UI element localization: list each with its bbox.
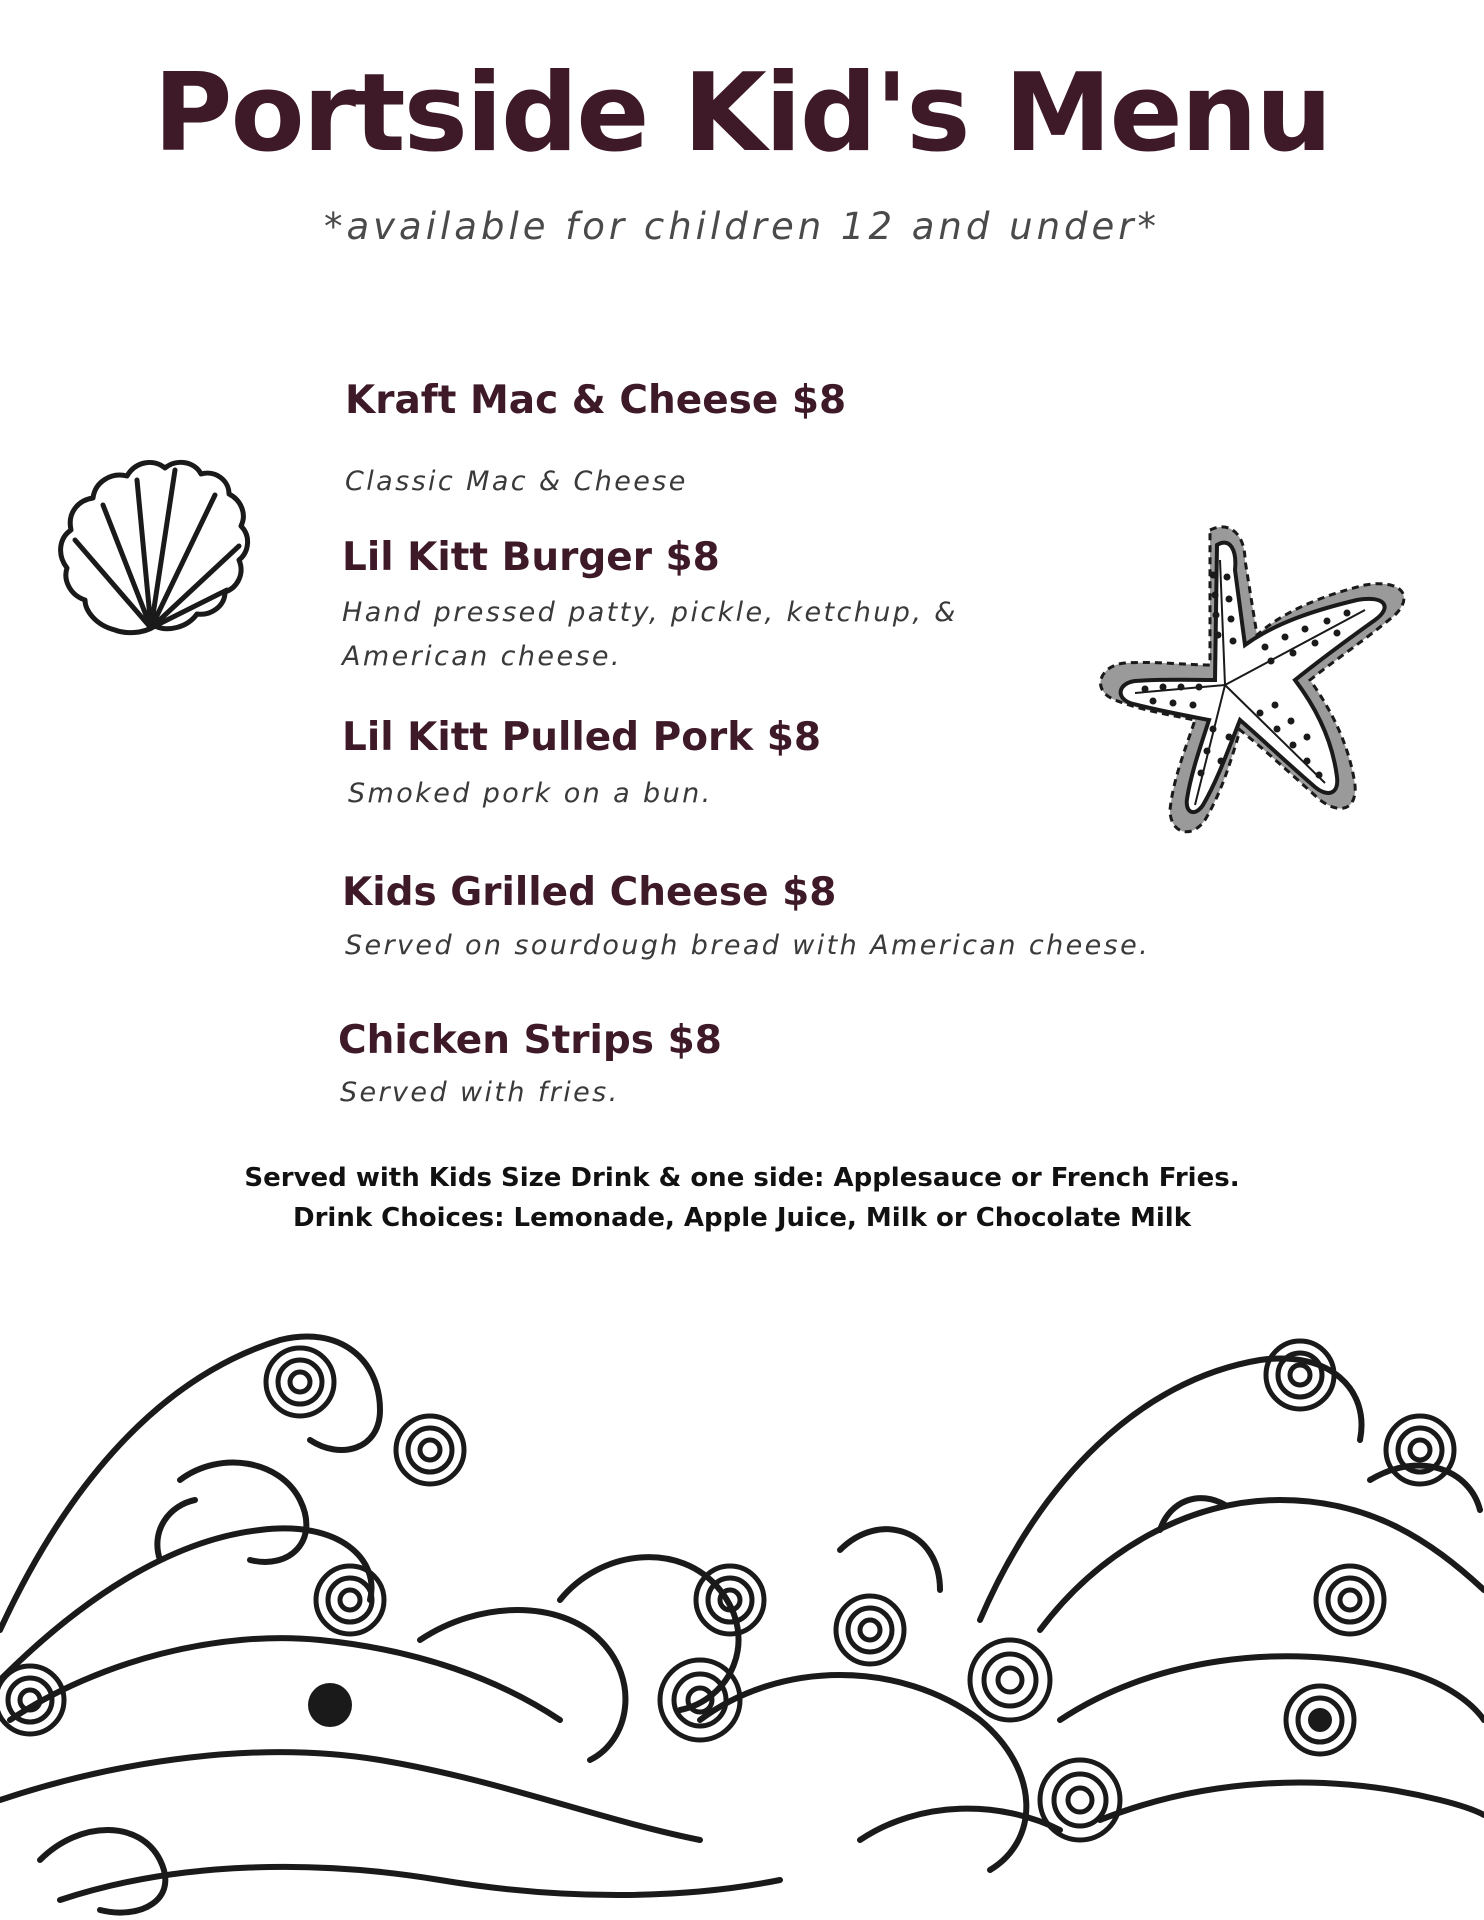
- starfish-icon: [1095, 515, 1435, 845]
- footer-drinks-note: Drink Choices: Lemonade, Apple Juice, Milk or Chocolate Milk: [293, 1203, 1191, 1233]
- menu-item-description: Smoked pork on a bun.: [348, 778, 713, 809]
- menu-item-description: Served with fries.: [340, 1077, 620, 1108]
- menu-item-name: Kraft Mac & Cheese $8: [345, 378, 847, 423]
- menu-title: Portside Kid's Menu: [153, 51, 1331, 176]
- menu-item-name: Lil Kitt Pulled Pork $8: [342, 715, 822, 760]
- menu-item-name: Kids Grilled Cheese $8: [342, 870, 837, 915]
- menu-item-description: Classic Mac & Cheese: [345, 466, 688, 497]
- menu-subtitle: *available for children 12 and under*: [323, 205, 1160, 248]
- menu-item-description: Hand pressed patty, pickle, ketchup, & American cheese.: [342, 597, 958, 672]
- seashell-icon: [55, 450, 255, 640]
- ocean-waves-illustration: [0, 1300, 1484, 1920]
- menu-item-name: Lil Kitt Burger $8: [342, 535, 720, 580]
- menu-item-description: Served on sourdough bread with American cheese.: [345, 930, 1151, 961]
- menu-item-name: Chicken Strips $8: [338, 1018, 722, 1063]
- footer-sides-note: Served with Kids Size Drink & one side: Applesauce or French Fries.: [244, 1163, 1240, 1193]
